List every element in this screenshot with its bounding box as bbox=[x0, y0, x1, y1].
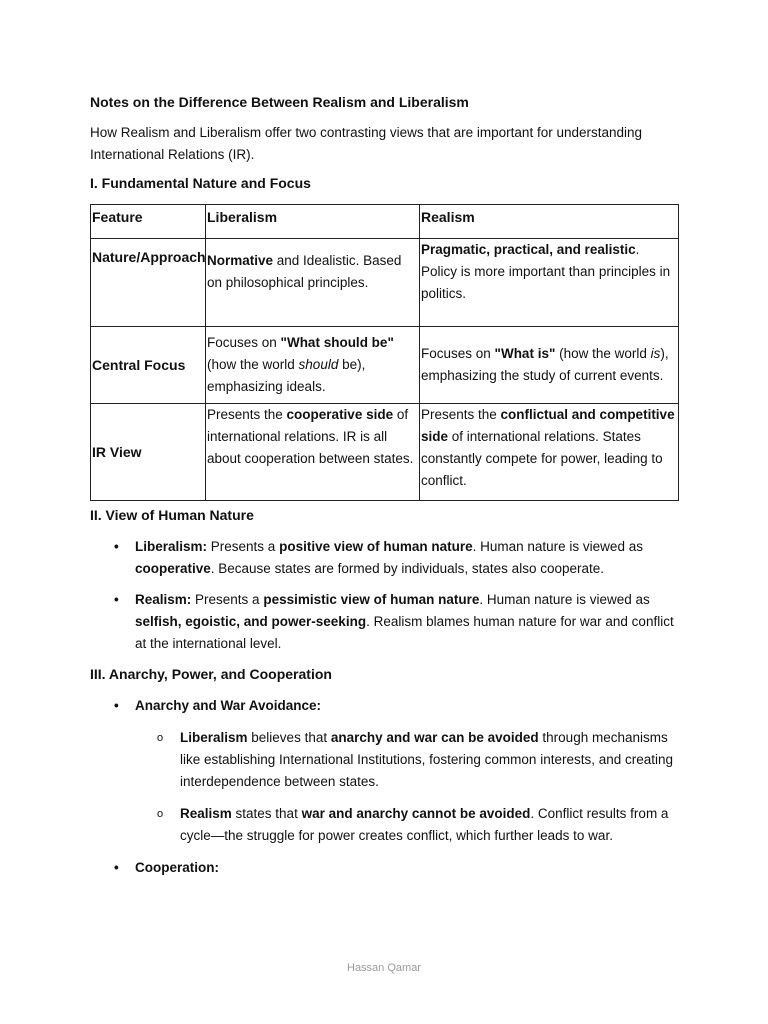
document-title: Notes on the Difference Between Realism and Liberalism bbox=[90, 94, 469, 110]
liberalism-cell bbox=[206, 327, 420, 404]
realism-cell bbox=[420, 327, 679, 404]
bold-text: Realism bbox=[180, 806, 232, 821]
sub-list-item bbox=[135, 727, 680, 793]
cell-text: Presents the bbox=[207, 407, 287, 422]
item-text: . Conflict results from a cycle—the struggle for power creates conflict, which further leads to war. bbox=[180, 806, 669, 843]
bold-text: "What should be" bbox=[280, 335, 394, 350]
bullet-icon: • bbox=[114, 539, 119, 554]
circle-bullet-icon: o bbox=[157, 808, 164, 820]
item-label: Cooperation: bbox=[135, 860, 219, 875]
circle-bullet-icon: o bbox=[157, 732, 164, 744]
item-text: . Because states are formed by individuals, states also cooperate. bbox=[210, 561, 604, 576]
item-text: . Human nature is viewed as bbox=[479, 592, 650, 607]
list-item bbox=[90, 695, 680, 847]
bullet-icon: • bbox=[114, 860, 119, 875]
bold-text: Realism: bbox=[135, 592, 192, 607]
table-header-cell: Realism bbox=[420, 205, 679, 239]
table-header-cell: Feature bbox=[91, 205, 206, 239]
sub-list bbox=[135, 727, 680, 847]
bold-text: Liberalism bbox=[180, 730, 248, 745]
bullet-icon: • bbox=[114, 698, 119, 713]
item-text: through mechanisms like establishing International Institutions, fostering common interests, and creating interdependence between states. bbox=[180, 730, 674, 789]
list-item bbox=[90, 857, 680, 879]
list-item bbox=[90, 589, 680, 655]
cell-text: ), emphasizing the study of current events. bbox=[421, 346, 669, 383]
section-heading-1: I. Fundamental Nature and Focus bbox=[90, 175, 311, 191]
bold-text: Pragmatic, practical, and realistic bbox=[421, 242, 636, 257]
anarchy-list bbox=[90, 695, 680, 879]
realism-cell bbox=[420, 404, 679, 501]
feature-cell: Central Focus bbox=[91, 327, 206, 404]
bold-text: cooperative side bbox=[286, 407, 394, 422]
cell-text: Focuses on bbox=[207, 335, 281, 350]
bold-text: Normative bbox=[207, 253, 274, 268]
bold-text: conflictual and competitive side bbox=[421, 407, 675, 444]
feature-cell: IR View bbox=[91, 404, 206, 501]
bold-text: anarchy and war can be avoided bbox=[330, 730, 539, 745]
liberalism-cell bbox=[206, 239, 420, 327]
table-header-cell: Liberalism bbox=[206, 205, 420, 239]
cell-text: be), emphasizing ideals. bbox=[207, 357, 366, 394]
list-item bbox=[90, 536, 680, 580]
human-nature-list bbox=[90, 536, 680, 655]
item-text: Presents a bbox=[191, 592, 264, 607]
realism-cell bbox=[420, 239, 679, 327]
cell-text: of international relations. IR is all about cooperation between states. bbox=[207, 407, 414, 466]
table-row bbox=[91, 404, 679, 501]
bold-text: pessimistic view of human nature bbox=[263, 592, 480, 607]
bold-text: "What is" bbox=[494, 346, 556, 361]
intro-paragraph: How Realism and Liberalism offer two contrasting views that are important for understanding International Relations (IR). bbox=[90, 125, 643, 162]
cell-text: . Policy is more important than principles in politics. bbox=[421, 242, 671, 301]
cell-text: of international relations. States constantly compete for power, leading to conflict. bbox=[421, 429, 663, 488]
table-row bbox=[91, 327, 679, 404]
document-page bbox=[90, 92, 680, 888]
item-label: Anarchy and War Avoidance: bbox=[135, 698, 322, 713]
italic-text: should bbox=[298, 357, 339, 372]
bold-text: Liberalism: bbox=[135, 539, 208, 554]
cell-text: and Idealistic. Based on philosophical principles. bbox=[207, 253, 402, 290]
item-text: Presents a bbox=[207, 539, 280, 554]
feature-cell: Nature/Approach bbox=[91, 239, 206, 327]
item-text: believes that bbox=[247, 730, 331, 745]
table-header-row bbox=[91, 205, 679, 239]
comparison-table bbox=[90, 204, 679, 501]
bullet-icon: • bbox=[114, 592, 119, 607]
liberalism-cell bbox=[206, 404, 420, 501]
bold-text: cooperative bbox=[135, 561, 211, 576]
cell-text: Focuses on bbox=[421, 346, 495, 361]
sub-list-item bbox=[135, 803, 680, 847]
item-text: states that bbox=[231, 806, 302, 821]
italic-text: is bbox=[650, 346, 661, 361]
item-text: . Realism blames human nature for war and conflict at the international level. bbox=[135, 614, 674, 651]
bold-text: selfish, egoistic, and power-seeking bbox=[135, 614, 367, 629]
section-heading-2: II. View of Human Nature bbox=[90, 507, 254, 523]
item-text: . Human nature is viewed as bbox=[472, 539, 643, 554]
cell-text: Presents the bbox=[421, 407, 501, 422]
cell-text: (how the world bbox=[555, 346, 651, 361]
bold-text: war and anarchy cannot be avoided bbox=[301, 806, 531, 821]
section-heading-3: III. Anarchy, Power, and Cooperation bbox=[90, 666, 332, 682]
page-footer: Hassan Qamar bbox=[347, 962, 421, 974]
cell-text: (how the world bbox=[207, 357, 299, 372]
bold-text: positive view of human nature bbox=[279, 539, 473, 554]
table-row bbox=[91, 239, 679, 327]
